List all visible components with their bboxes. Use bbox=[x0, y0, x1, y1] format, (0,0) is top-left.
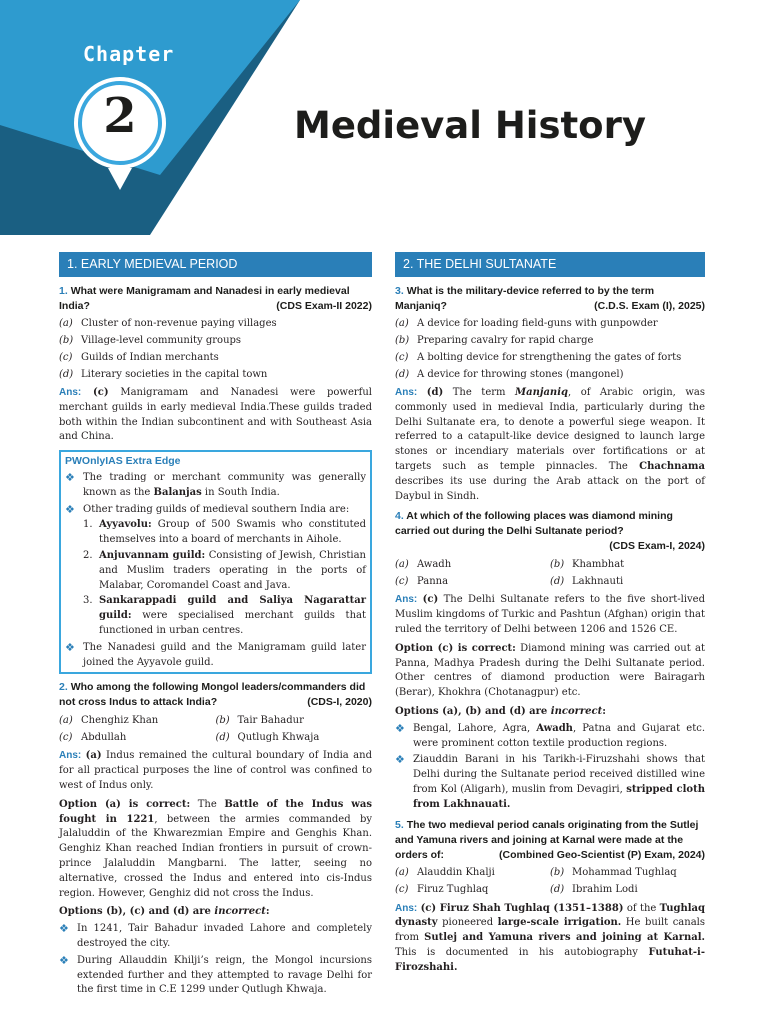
option-b: (b) Village-level community groups bbox=[59, 334, 242, 346]
option-c: (c) Guilds of Indian merchants bbox=[59, 351, 219, 363]
question-text: 1. What were Manigramam and Nanadesi in early medieval India? (CDS Exam-II 2022) bbox=[59, 285, 372, 312]
option-a: (a) Awadh bbox=[395, 558, 452, 570]
bullet: ❖ The Nanadesi guild and the Manigramam guild later joined the Ayyavole guild. bbox=[65, 640, 366, 668]
sub-item: 1. Ayyavolu: Group of 500 Swamis who constituted themselves into a board of merchants in Aihole. bbox=[83, 519, 366, 546]
question-text: 2. Who among the following Mongol leaders/commanders did not cross Indus to attack India? (CDS-I, 2020) bbox=[59, 681, 372, 709]
bullet: ❖ The trading or merchant community was generally known as the Balanjas in South India. bbox=[65, 470, 366, 498]
incorrect-options-heading: Options (a), (b) and (d) are incorrect: bbox=[395, 705, 606, 717]
chapter-label: Chapter bbox=[83, 42, 175, 66]
option-a: (a) Cluster of non-revenue paying villages bbox=[59, 317, 277, 329]
options-grid bbox=[59, 711, 372, 745]
options-grid bbox=[395, 864, 705, 898]
section-header-delhi-sultanate: 2. THE DELHI SULTANATE bbox=[395, 252, 705, 277]
bullet: ❖ In 1241, Tair Bahadur invaded Lahore and completely destroyed the city. bbox=[59, 922, 372, 949]
question-4 bbox=[395, 509, 705, 812]
sub-item: 3. Sankarappadi guild and Saliya Nagarattar guild: were specialised merchant guilds that functioned in urban centres. bbox=[83, 595, 366, 636]
answer-explanation: Ans: (c) The Delhi Sultanate refers to the five short-lived Muslim kingdoms of Turkic and Pashtun (Afghan) origin that ruled the territory of Delhi between 1206 and 1526 CE. bbox=[395, 594, 705, 635]
bullet: ❖ During Allauddin Khilji’s reign, the Mongol incursions extended further and they attempted to ravage Delhi for the first time in C.E 1299 under Qutlugh Khwaja. bbox=[59, 953, 372, 996]
question-5 bbox=[395, 818, 705, 976]
option-b: (b) Mohammad Tughlaq bbox=[550, 867, 677, 879]
answer-explanation: Ans: (c) Firuz Shah Tughlaq (1351–1388) of the Tughlaq dynasty pioneered large-scale irrigation. He built canals from Sutlej and Yamuna rivers and joining at Karnal. This is documented in his autobiography Futuhat-i-Firozshahi. bbox=[395, 902, 705, 973]
right-column bbox=[395, 252, 705, 976]
option-d: (d) A device for throwing stones (mangonel) bbox=[395, 368, 624, 380]
option-c: (c) Abdullah bbox=[59, 731, 127, 743]
correct-option-explanation: Option (c) is correct: Diamond mining was carried out at Panna, Madhya Pradesh during the Delhi Sultanate period. Other centres of diamond production were Bairagarh (Berar), Khokhra (Chotanagpur) etc. bbox=[395, 642, 705, 699]
question-3 bbox=[395, 284, 705, 504]
option-c: (c) Firuz Tughlaq bbox=[395, 884, 489, 896]
correct-option-explanation: Option (a) is correct: The Battle of the Indus was fought in 1221, between the armies commanded by Jalaluddin of the Khwarezmian Empire and Genghis Khan. Genghiz Khan reached Indian frontiers in pursuit of crown- prince Jalaluddin Mangbarni. The latter, seeing no alternative, crossed the Indus and entered into cis-Indus region. However, Genghiz did not cross the Indus. bbox=[59, 798, 373, 899]
bullet: ❖ Other trading guilds of medieval southern India are: bbox=[65, 502, 350, 516]
extra-edge-box bbox=[59, 450, 372, 674]
option-a: (a) Alauddin Khalji bbox=[395, 867, 495, 879]
answer-explanation: Ans: (d) The term Manjaniq, of Arabic origin, was commonly used in medieval India, particularly during the Delhi Sultanate era, to denote a powerful siege weapon. It referred to a catapult-like device designed to launch large stones or incendiary materials over fortifications or at targets such as temple pinnacles. The Chachnama describes its use during the Arab attack on the port of Daybul in Sindh. bbox=[395, 387, 706, 502]
incorrect-options-heading: Options (b), (c) and (d) are incorrect: bbox=[59, 906, 270, 918]
left-column bbox=[59, 252, 372, 998]
option-d: (d) Qutlugh Khwaja bbox=[215, 731, 320, 743]
options-grid bbox=[395, 555, 705, 589]
option-d: (d) Lakhnauti bbox=[550, 575, 624, 587]
section-header-early-medieval: 1. EARLY MEDIEVAL PERIOD bbox=[59, 252, 372, 277]
bullet: ❖ Ziauddin Barani in his Tarikh-i-Firuzshahi shows that Delhi during the Sultanate period received distilled wine from Kol (Aligarh), muslin from Devagiri, stripped cloth from Lakhnauati. bbox=[395, 753, 705, 810]
extra-edge-heading: PWOnlyIAS Extra Edge bbox=[65, 455, 181, 468]
option-c: (c) Panna bbox=[395, 575, 449, 587]
option-c: (c) A bolting device for strengthening the gates of forts bbox=[395, 351, 682, 363]
question-text: 5. The two medieval period canals originating from the Sutlej and Yamuna rivers and joining at Karnal were made at the orders of: (Combined Geo-Scientist (P) Exam, 2024) bbox=[395, 818, 705, 861]
question-text: 3. What is the military-device referred to by the term Manjaniq? (C.D.S. Exam (I), 2025) bbox=[395, 285, 705, 312]
page-title: Medieval History bbox=[294, 104, 646, 147]
option-b: (b) Preparing cavalry for rapid charge bbox=[395, 334, 594, 346]
answer-explanation: Ans: (a) Indus remained the cultural boundary of India and for all practical purposes the line of control was confined to west of Indus only. bbox=[59, 750, 372, 791]
option-d: (d) Literary societies in the capital town bbox=[59, 368, 268, 380]
option-d: (d) Ibrahim Lodi bbox=[550, 884, 638, 896]
chapter-number: 2 bbox=[103, 88, 137, 144]
option-b: (b) Tair Bahadur bbox=[215, 714, 304, 726]
question-text: 4. At which of the following places was diamond mining carried out during the Delhi Sultanate period? (CDS Exam-I, 2024) bbox=[395, 510, 705, 553]
bullet: ❖ Bengal, Lahore, Agra, Awadh, Patna and Gujarat etc. were prominent cotton textile production regions. bbox=[395, 721, 706, 749]
option-a: (a) A device for loading field-guns with gunpowder bbox=[395, 317, 658, 329]
option-a: (a) Chenghiz Khan bbox=[59, 714, 159, 726]
question-1 bbox=[59, 284, 372, 445]
question-2 bbox=[59, 680, 372, 998]
sub-item: 2. Anjuvannam guild: Consisting of Jewish, Christian and Muslim traders operating in the ports of Malabar, Coromandel Coast and Java. bbox=[83, 549, 366, 591]
answer-explanation: Ans: (c) Manigramam and Nanadesi were powerful merchant guilds in early medieval India.These guilds traded both within the Indian subcontinent and with Southeast Asia and China. bbox=[59, 387, 373, 443]
option-b: (b) Khambhat bbox=[550, 558, 625, 570]
